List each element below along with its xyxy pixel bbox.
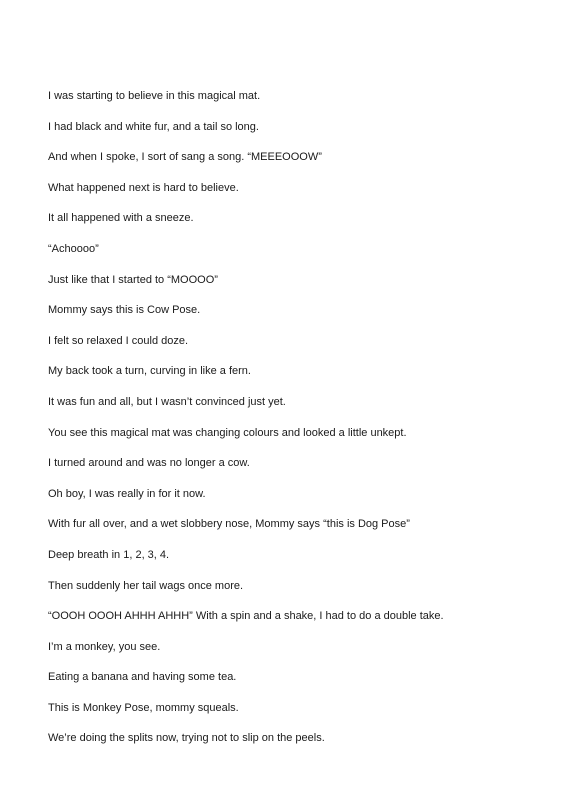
text-line: I had black and white fur, and a tail so long. — [48, 120, 259, 133]
text-line: Deep breath in 1, 2, 3, 4. — [48, 548, 170, 561]
text-line: It was fun and all, but I wasn’t convinced just yet. — [48, 395, 286, 408]
text-line: Just like that I started to “MOOOO” — [48, 273, 218, 286]
text-line: Oh boy, I was really in for it now. — [48, 487, 206, 500]
text-line: What happened next is hard to believe. — [48, 181, 239, 194]
text-line: I was starting to believe in this magical mat. — [48, 90, 261, 102]
text-line: We’re doing the splits now, trying not to slip on the peels. — [48, 732, 325, 745]
text-line: Eating a banana and having some tea. — [48, 671, 237, 684]
text-line: “OOOH OOOH AHHH AHHH” With a spin and a shake, I had to do a double take. — [48, 610, 444, 623]
text-line: This is Monkey Pose, mommy squeals. — [48, 701, 239, 714]
text-line: My back took a turn, curving in like a fern. — [48, 365, 251, 378]
text-line: “Achoooo” — [48, 242, 99, 255]
text-line: Mommy says this is Cow Pose. — [48, 304, 201, 317]
text-line: And when I spoke, I sort of sang a song. “MEEEOOOW” — [48, 151, 322, 164]
text-line: I turned around and was no longer a cow. — [48, 457, 250, 470]
text-line: Then suddenly her tail wags once more. — [48, 579, 244, 592]
text-line: I’m a monkey, you see. — [48, 640, 161, 653]
text-line: You see this magical mat was changing colours and looked a little unkept. — [48, 426, 407, 439]
text-line: With fur all over, and a wet slobbery nose, Mommy says “this is Dog Pose” — [48, 518, 410, 531]
story-text — [48, 88, 548, 761]
text-line: It all happened with a sneeze. — [48, 212, 194, 225]
text-line: I felt so relaxed I could doze. — [48, 334, 189, 347]
